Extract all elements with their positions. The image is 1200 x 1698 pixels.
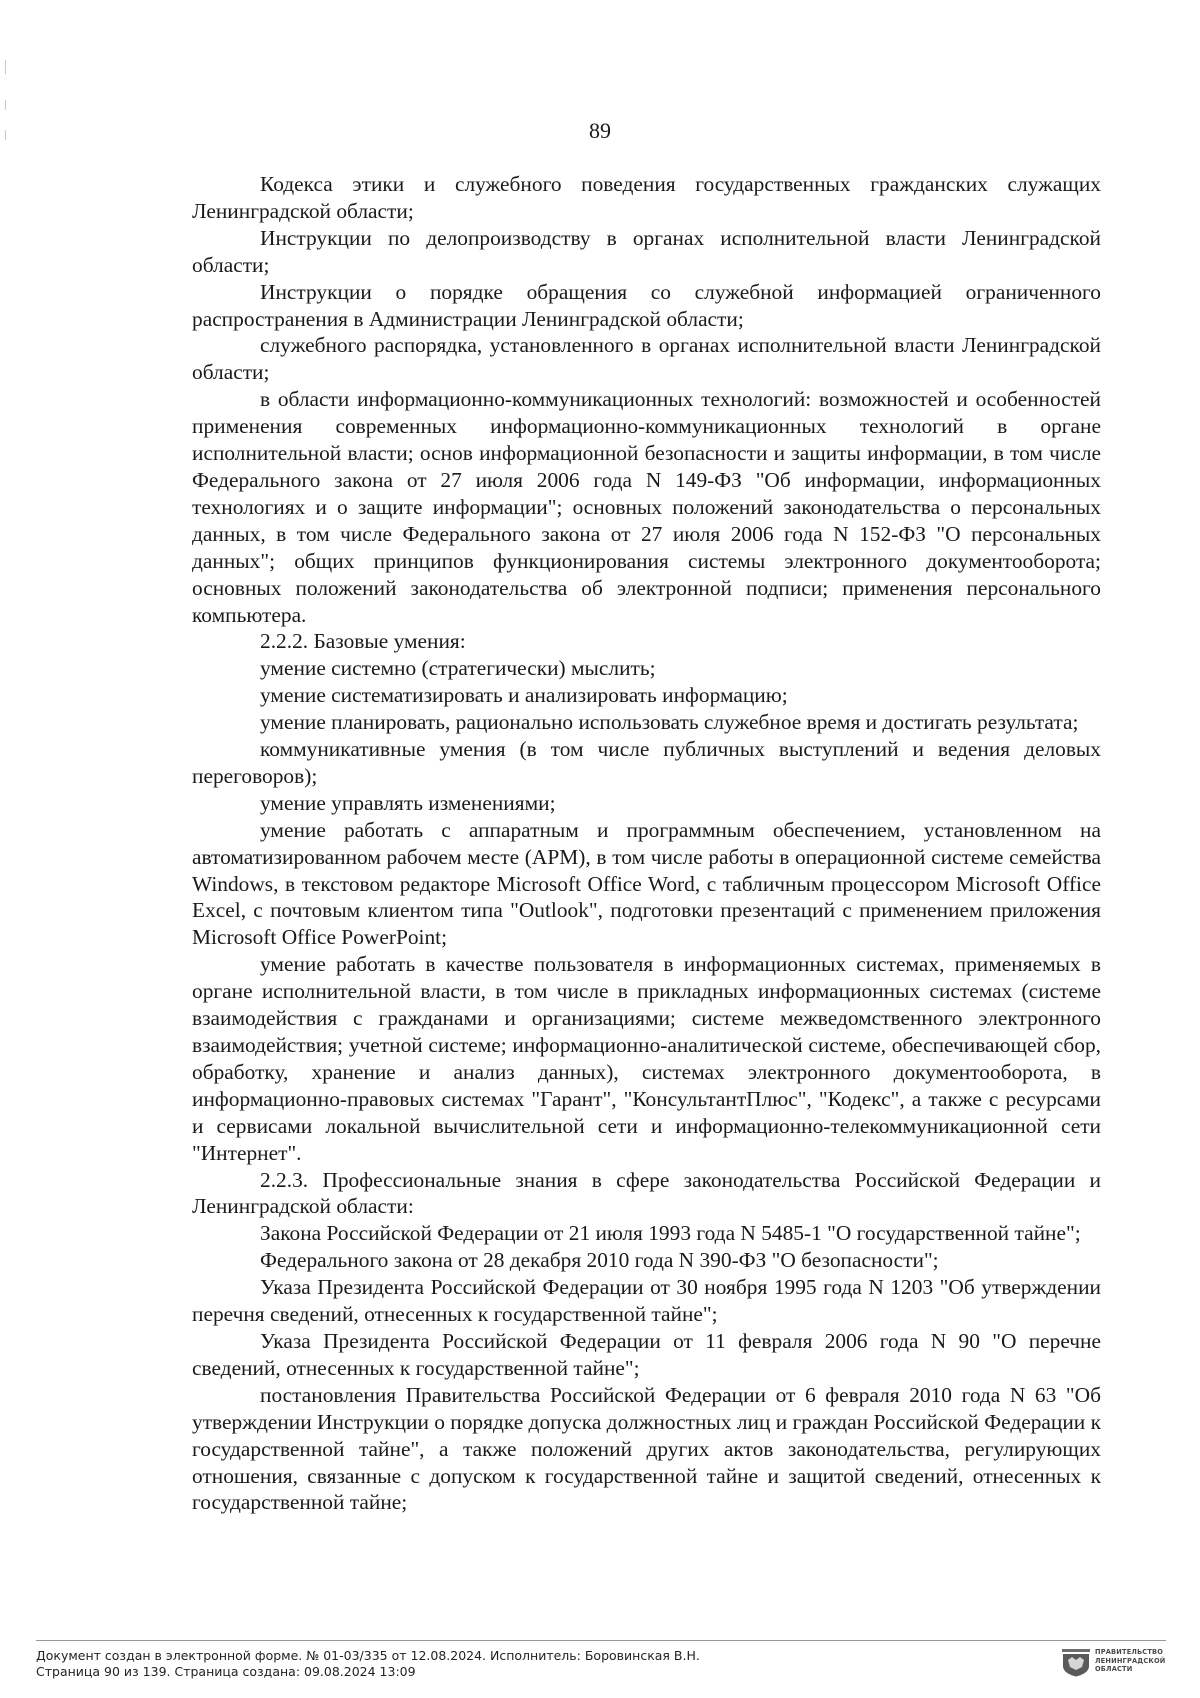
footer-document-info: Документ создан в электронной форме. № 01-03/335 от 12.08.2024. Исполнитель: Боровинская В.Н.	[36, 1648, 700, 1663]
body-paragraph: коммуникативные умения (в том числе публичных выступлений и ведения деловых переговоров);	[192, 737, 1101, 788]
body-paragraph: умение планировать, рационально использовать служебное время и достигать результата;	[260, 710, 1079, 735]
body-paragraph: Закона Российской Федерации от 21 июля 1993 года N 5485-1 "О государственной тайне";	[260, 1221, 1081, 1246]
page-number: 89	[589, 118, 611, 143]
scan-edge-mark	[5, 100, 6, 110]
document-body	[192, 171, 1101, 1516]
body-paragraph: умение систематизировать и анализировать информацию;	[260, 683, 788, 708]
body-paragraph: умение работать в качестве пользователя в информационных системах, применяемых в органе исполнительной власти, в том числе в прикладных информационных системах (системе взаимодействия с гражданами и организациями; системе межведомственного электронного взаимодействия; учетной системе; информационно-аналитической системе, обеспечивающей сбор, обработку, хранение и анализ данных), системах электронного документооборота, в информационно-правовых системах "Гарант", "КонсультантПлюс", "Кодекс", а также с ресурсами и сервисами локальной вычислительной сети и информационно-телекоммуникационной сети "Интернет".	[192, 952, 1101, 1165]
body-paragraph: Инструкции о порядке обращения со служебной информацией ограниченного распространения в Администрации Ленинградской области;	[192, 279, 1101, 331]
section-heading: 2.2.3. Профессиональные знания в сфере законодательства Российской Федерации и Ленинградской области:	[192, 1167, 1101, 1219]
government-name	[1095, 1648, 1166, 1674]
government-name-line: ОБЛАСТИ	[1095, 1665, 1133, 1673]
footer-page-info: Страница 90 из 139. Страница создана: 09.08.2024 13:09	[36, 1664, 416, 1679]
body-paragraph: в области информационно-коммуникационных технологий: возможностей и особенностей применения современных информационно-коммуникационных технологий в органе исполнительной власти; основ информационной безопасности и защиты информации, в том числе Федерального закона от 27 июля 2006 года N 149-ФЗ "Об информации, информационных технологиях и о защите информации"; основных положений законодательства о персональных данных, в том числе Федерального закона от 27 июля 2006 года N 152-ФЗ "О персональных данных"; общих принципов функционирования системы электронного документооборота; основных положений законодательства об электронной подписи; применения персонального компьютера.	[192, 387, 1101, 627]
body-paragraph: Инструкции по делопроизводству в органах исполнительной власти Ленинградской области;	[192, 225, 1101, 277]
body-paragraph: служебного распорядка, установленного в органах исполнительной власти Ленинградской области;	[192, 333, 1101, 385]
scan-edge-mark	[5, 60, 6, 74]
emblem-icon	[1062, 1649, 1090, 1677]
body-paragraph: Указа Президента Российской Федерации от 11 февраля 2006 года N 90 "О перечне сведений, отнесенных к государственной тайне";	[192, 1328, 1101, 1380]
body-paragraph: постановления Правительства Российской Федерации от 6 февраля 2010 года N 63 "Об утверждении Инструкции о порядке допуска должностных лиц и граждан Российской Федерации к государственной тайне", а также положений других актов законодательства, регулирующих отношения, связанные с допуском к государственной тайне и защитой сведений, отнесенных к государственной тайне;	[192, 1382, 1101, 1515]
body-paragraph: Федерального закона от 28 декабря 2010 года N 390-ФЗ "О безопасности";	[260, 1248, 939, 1273]
body-paragraph: Кодекса этики и служебного поведения государственных гражданских служащих Ленинградской области;	[192, 172, 1101, 223]
document-footer	[36, 1648, 700, 1680]
government-logo	[1062, 1647, 1182, 1681]
government-name-line: ПРАВИТЕЛЬСТВО	[1095, 1648, 1164, 1656]
footer-divider	[36, 1640, 1166, 1641]
body-paragraph: умение системно (стратегически) мыслить;	[260, 656, 656, 681]
body-paragraph: Указа Президента Российской Федерации от 30 ноября 1995 года N 1203 "Об утверждении перечня сведений, отнесенных к государственной тайне";	[192, 1275, 1101, 1327]
body-paragraph: умение работать с аппаратным и программным обеспечением, установленном на автоматизированном рабочем месте (АРМ), в том числе работы в операционной системе семейства Windows, в текстовом редакторе Microsoft Office Word, с табличным процессором Microsoft Office Excel, с почтовым клиентом типа "Outlook", подготовки презентаций с применением приложения Microsoft Office PowerPoint;	[192, 817, 1101, 950]
government-name-line: ЛЕНИНГРАДСКОЙ	[1095, 1656, 1166, 1665]
body-paragraph: умение управлять изменениями;	[260, 790, 556, 815]
section-heading: 2.2.2. Базовые умения:	[260, 629, 466, 654]
